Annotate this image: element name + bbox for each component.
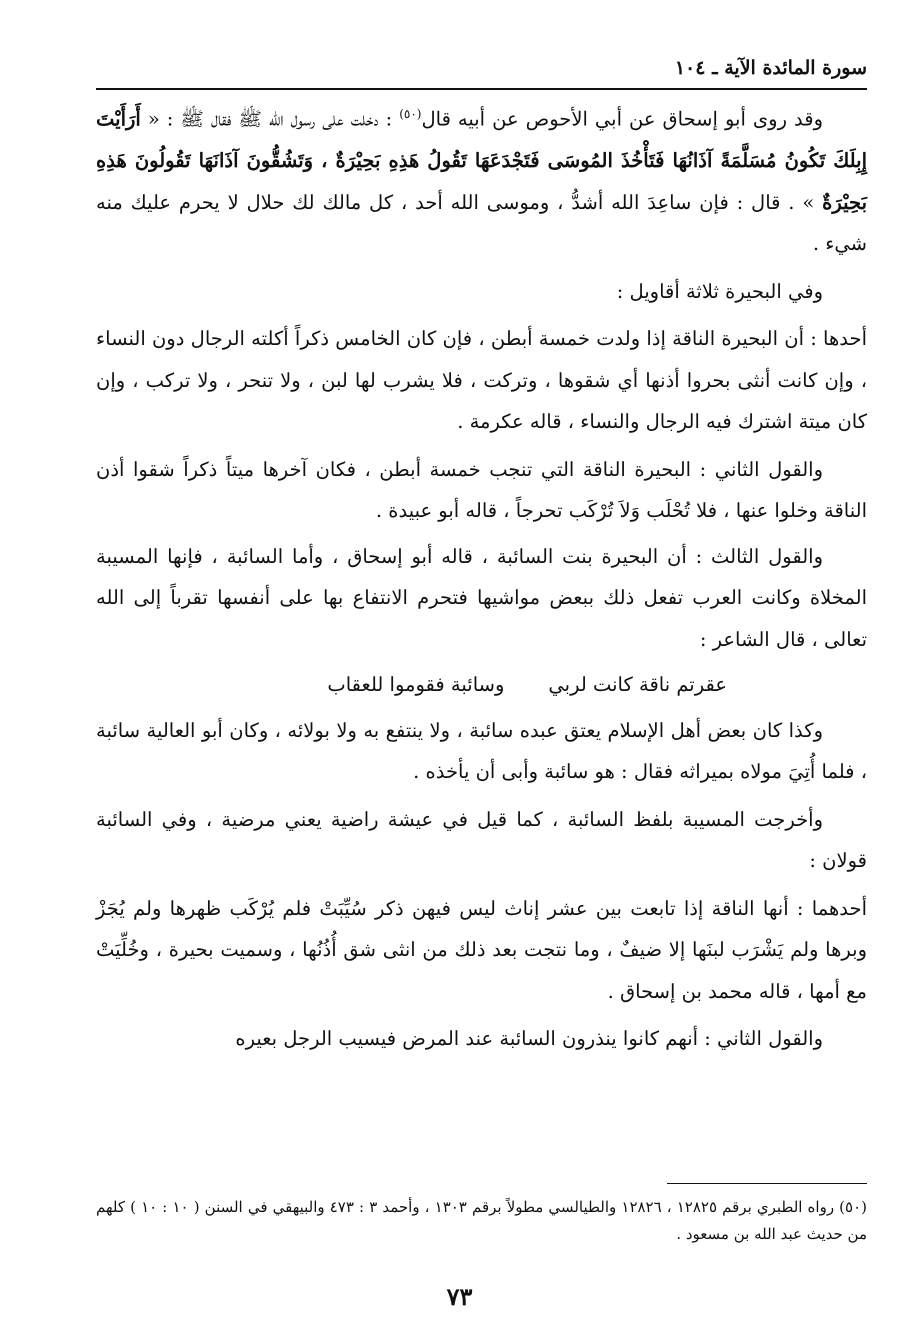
hadith-intro: وقد روى أبو إسحاق عن أبي الأحوص عن أبيه قال [421,107,823,131]
footnote-ref: (٥٠) [399,107,422,121]
paragraph-first-saying: أحدها : أن البحيرة الناقة إذا ولدت خمسة أبطن ، فإن كان الخامس ذكراً أكلته الرجال دون النساء ، وإن كانت أنثى بحروا أذنها أي شقوها ، وتركت ، فلا يشرب لها لبن ، ولا تنحر ، ولا تركب ، وإن كان ميتة اشترك فيه الرجال والنساء ، قاله عكرمة . [96,327,867,433]
footnote [96,1194,867,1248]
running-header [96,48,867,90]
hadith-mid: : دخلت على رسول الله ﷺ فقال ﷺ : « [140,107,400,131]
poetry-verse [96,664,867,706]
hadith-end: » . قال : فإن ساعِدَ الله أشدُّ ، وموسى الله أحد ، كل مالك لك حلال لا يحرم عليك منه شيء . [96,190,867,255]
main-text [96,94,867,1064]
paragraph-saiba-first: أحدهما : أنها الناقة إذا تابعت بين عشر إناث ليس فيهن ذكر سُيِّبَتْ فلم يُرْكَب ظهرها ولم يُجَزْ وبرها ولم يَشْرَب لبنَها إلا ضيفٌ ، وما نتجت بعد ذلك من انثى شق أُذُنُها ، وسميت بحيرة ، وخُلِّيَتْ مع أمها ، قاله محمد بن إسحاق . [96,896,867,1003]
page-number: ٧٣ [446,1282,473,1311]
paragraph-second-saying: والقول الثاني : البحيرة الناقة التي تنجب خمسة أبطن ، فكان آخرها ميتاً ذكراً شقوا أذن الناقة وخلوا عنها ، فلا تُحْلَب وَلاَ تُرْكَب تحرجاً ، قاله أبو عبيدة . [96,457,867,522]
paragraph-musayyaba: وأخرجت المسيبة بلفظ السائبة ، كما قيل في عيشة راضية يعني مرضية ، وفي السائبة قولان : [96,807,867,872]
footnote-divider [667,1183,867,1184]
verse-hemistich-2: وسائبة فقوموا للعقاب [327,673,505,696]
paragraph-saiba-second: والقول الثاني : أنهم كانوا ينذرون السائبة عند المرض فيسيب الرجل بعيره [235,1027,823,1050]
footnote-text: (٥٠) رواه الطبري برقم ١٢٨٢٥ ، ١٢٨٢٦ والطيالسي مطولاً برقم ١٣٠٣ ، وأحمد ٣ : ٤٧٣ والبيهقي في السنن ( ١٠ : ١٠ ) كلهم من حديث عبد الله بن مسعود . [96,1198,868,1243]
hadith-quote: أَرَأَيْتَ إِبِلَكَ تَكُونُ مُسَلَّمَةً آذَانُهَا فَتَأْخُذَ المُوسَى فَتَجْدَعَهَا تَقُولُ هَذِهِ بَحِيْرَةٌ ، وَتَشُقُّونَ آذَانَهَا تَقُولُونَ هَذِهِ بَحِيْرَةٌ [96,107,867,214]
paragraph-islam-saiba: وكذا كان بعض أهل الإسلام يعتق عبده سائبة ، ولا ينتفع به ولا بولائه ، وكان أبو العالية سائبة ، فلما أُتِيَ مولاه بميراثه فقال : هو سائبة وأبى أن يأخذه . [96,718,867,783]
paragraph-hadith [96,94,867,265]
verse-hemistich-1: عقرتم ناقة كانت لربي [548,673,727,696]
paragraph-bahira-intro: وفي البحيرة ثلاثة أقاويل : [616,279,823,303]
paragraph-third-saying: والقول الثالث : أن البحيرة بنت السائبة ، قاله أبو إسحاق ، وأما السائبة ، فإنها المسيبة المخلاة وكانت العرب تفعل ذلك ببعض مواشيها فتحرم الانتفاع بها على أنفسها تقرباً إلى الله تعالى ، قال الشاعر : [96,544,867,651]
header-title: سورة المائدة الآية ـ ١٠٤ [674,57,867,79]
